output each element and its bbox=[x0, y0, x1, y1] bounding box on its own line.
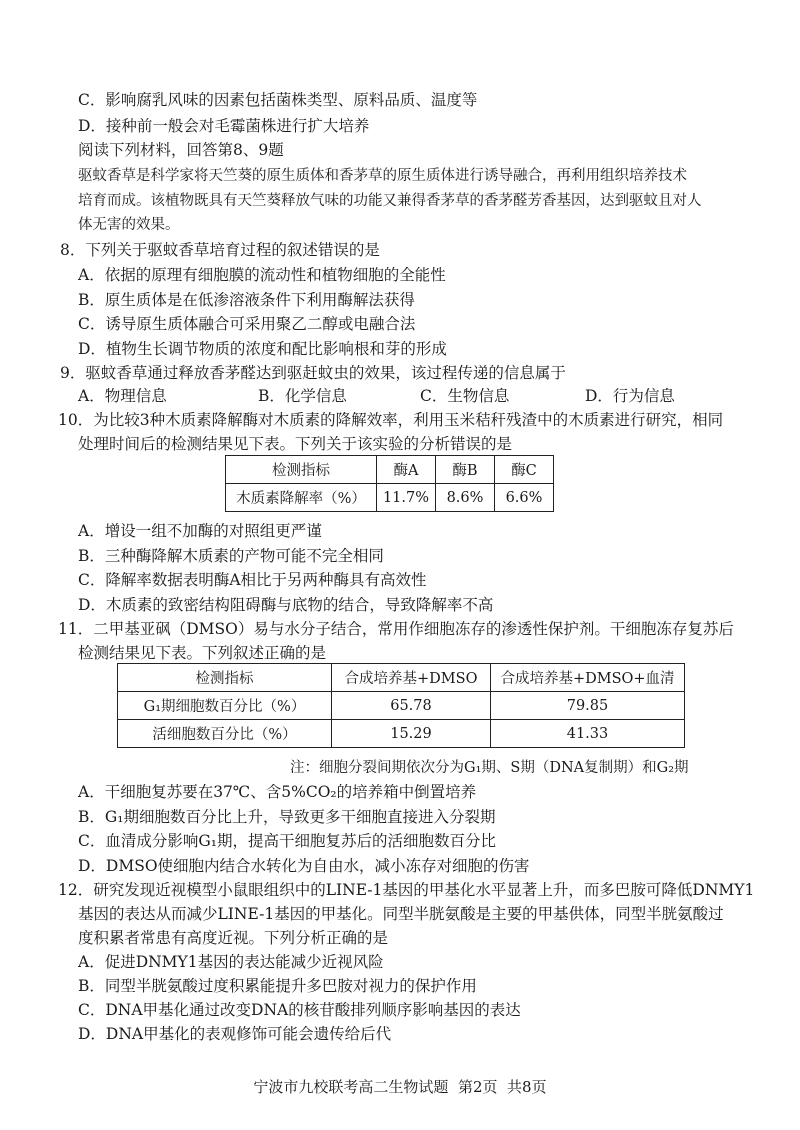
q11-option-d: D．DMSO使细胞内结合水转化为自由水，减小冻存对细胞的伤害 bbox=[78, 857, 530, 875]
table-cell: 合成培养基+DMSO bbox=[332, 664, 491, 692]
q12-stem-line-3: 度积累者常患有高度近视。下列分析正确的是 bbox=[78, 929, 389, 947]
q9-option-d: D．行为信息 bbox=[585, 387, 675, 405]
q12-stem-line-2: 基因的表达从而减少LINE-1基因的甲基化。同型半胱氨酸是主要的甲基供体，同型半胱氨酸过 bbox=[78, 905, 724, 923]
prev-option-d: D．接种前一般会对毛霉菌株进行扩大培养 bbox=[78, 117, 370, 135]
table-cell: 酶B bbox=[436, 456, 495, 484]
q10-option-b: B．三种酶降解木质素的产物可能不完全相同 bbox=[78, 547, 384, 565]
q11-option-b: B．G₁期细胞数百分比上升，导致更多干细胞直接进入分裂期 bbox=[78, 808, 496, 826]
q11-stem-line-1: 11．二甲基亚砜（DMSO）易与水分子结合，常用作细胞冻存的渗透性保护剂。干细胞冻存复苏后 bbox=[58, 620, 734, 638]
passage-line-3: 体无害的效果。 bbox=[78, 217, 180, 233]
q11-stem-line-2: 检测结果见下表。下列叙述正确的是 bbox=[78, 644, 327, 662]
q12-stem-line-1: 12．研究发现近视模型小鼠眼组织中的LINE-1基因的甲基化水平显著上升，而多巴胺可降低DNMY1 bbox=[58, 881, 755, 899]
q10-stem-line-1: 10．为比较3种木质素降解酶对木质素的降解效率，利用玉米秸秆残渣中的木质素进行研究，相同 bbox=[58, 411, 724, 429]
table-cell: G₁期细胞数百分比（%） bbox=[118, 692, 332, 720]
q8-stem: 8．下列关于驱蚊香草培育过程的叙述错误的是 bbox=[60, 241, 380, 259]
reading-instruction: 阅读下列材料，回答第8、9题 bbox=[78, 141, 284, 159]
passage-line-2: 培育而成。该植物既具有天竺葵释放气味的功能又兼得香茅草的香茅醛芳香基因，达到驱蚊且对人 bbox=[78, 193, 702, 209]
table-row bbox=[118, 692, 685, 720]
table-cell: 活细胞数百分比（%） bbox=[118, 720, 332, 748]
q9-option-a: A．物理信息 bbox=[78, 387, 167, 405]
table-cell: 15.29 bbox=[332, 720, 491, 748]
q12-option-c: C．DNA甲基化通过改变DNA的核苷酸排列顺序影响基因的表达 bbox=[78, 1001, 521, 1019]
table-cell: 检测指标 bbox=[226, 456, 377, 484]
page-footer: 宁波市九校联考高二生物试题 第2页 共8页 bbox=[253, 1078, 547, 1096]
table-cell: 木质素降解率（%） bbox=[226, 484, 377, 512]
q10-table bbox=[225, 455, 554, 512]
passage-line-1: 驱蚊香草是科学家将天竺葵的原生质体和香茅草的原生质体进行诱导融合，再利用组织培养技术 bbox=[78, 168, 687, 184]
q10-option-c: C．降解率数据表明酶A相比于另两种酶具有高效性 bbox=[78, 571, 427, 589]
q12-option-d: D．DNA甲基化的表观修饰可能会遗传给后代 bbox=[78, 1025, 392, 1043]
q9-stem: 9．驱蚊香草通过释放香茅醛达到驱赶蚊虫的效果，该过程传递的信息属于 bbox=[60, 364, 566, 382]
q11-table bbox=[117, 663, 685, 748]
table-row bbox=[226, 484, 554, 512]
table-cell: 8.6% bbox=[436, 484, 495, 512]
q8-option-a: A．依据的原理有细胞膜的流动性和植物细胞的全能性 bbox=[78, 266, 446, 284]
q8-option-c: C．诱导原生质体融合可采用聚乙二醇或电融合法 bbox=[78, 315, 416, 333]
table-cell: 检测指标 bbox=[118, 664, 332, 692]
table-cell: 酶C bbox=[495, 456, 554, 484]
table-cell: 79.85 bbox=[491, 692, 685, 720]
q11-option-c: C．血清成分影响G₁期，提高干细胞复苏后的活细胞数百分比 bbox=[78, 832, 496, 850]
q11-option-a: A．干细胞复苏要在37℃、含5%CO₂的培养箱中倒置培养 bbox=[78, 783, 477, 801]
table-cell: 酶A bbox=[377, 456, 436, 484]
q11-table-header bbox=[118, 664, 685, 692]
table-cell: 11.7% bbox=[377, 484, 436, 512]
q11-table-note: 注：细胞分裂间期依次分为G₁期、S期（DNA复制期）和G₂期 bbox=[290, 760, 689, 776]
prev-option-c: C．影响腐乳风味的因素包括菌株类型、原料品质、温度等 bbox=[78, 91, 478, 109]
q9-option-b: B．化学信息 bbox=[258, 387, 347, 405]
table-cell: 41.33 bbox=[491, 720, 685, 748]
table-cell: 合成培养基+DMSO+血清 bbox=[491, 664, 685, 692]
table-row bbox=[118, 720, 685, 748]
q8-option-d: D．植物生长调节物质的浓度和配比影响根和芽的形成 bbox=[78, 340, 447, 358]
q9-option-c: C．生物信息 bbox=[420, 387, 510, 405]
q10-table-header bbox=[226, 456, 554, 484]
q12-option-a: A．促进DNMY1基因的表达能减少近视风险 bbox=[78, 953, 384, 971]
table-cell: 65.78 bbox=[332, 692, 491, 720]
q10-stem-line-2: 处理时间后的检测结果见下表。下列关于该实验的分析错误的是 bbox=[78, 435, 513, 453]
q10-option-d: D．木质素的致密结构阻碍酶与底物的结合，导致降解率不高 bbox=[78, 596, 494, 614]
q8-option-b: B．原生质体是在低渗溶液条件下利用酶解法获得 bbox=[78, 291, 415, 309]
table-cell: 6.6% bbox=[495, 484, 554, 512]
q10-option-a: A．增设一组不加酶的对照组更严谨 bbox=[78, 522, 322, 540]
q12-option-b: B．同型半胱氨酸过度积累能提升多巴胺对视力的保护作用 bbox=[78, 977, 477, 995]
